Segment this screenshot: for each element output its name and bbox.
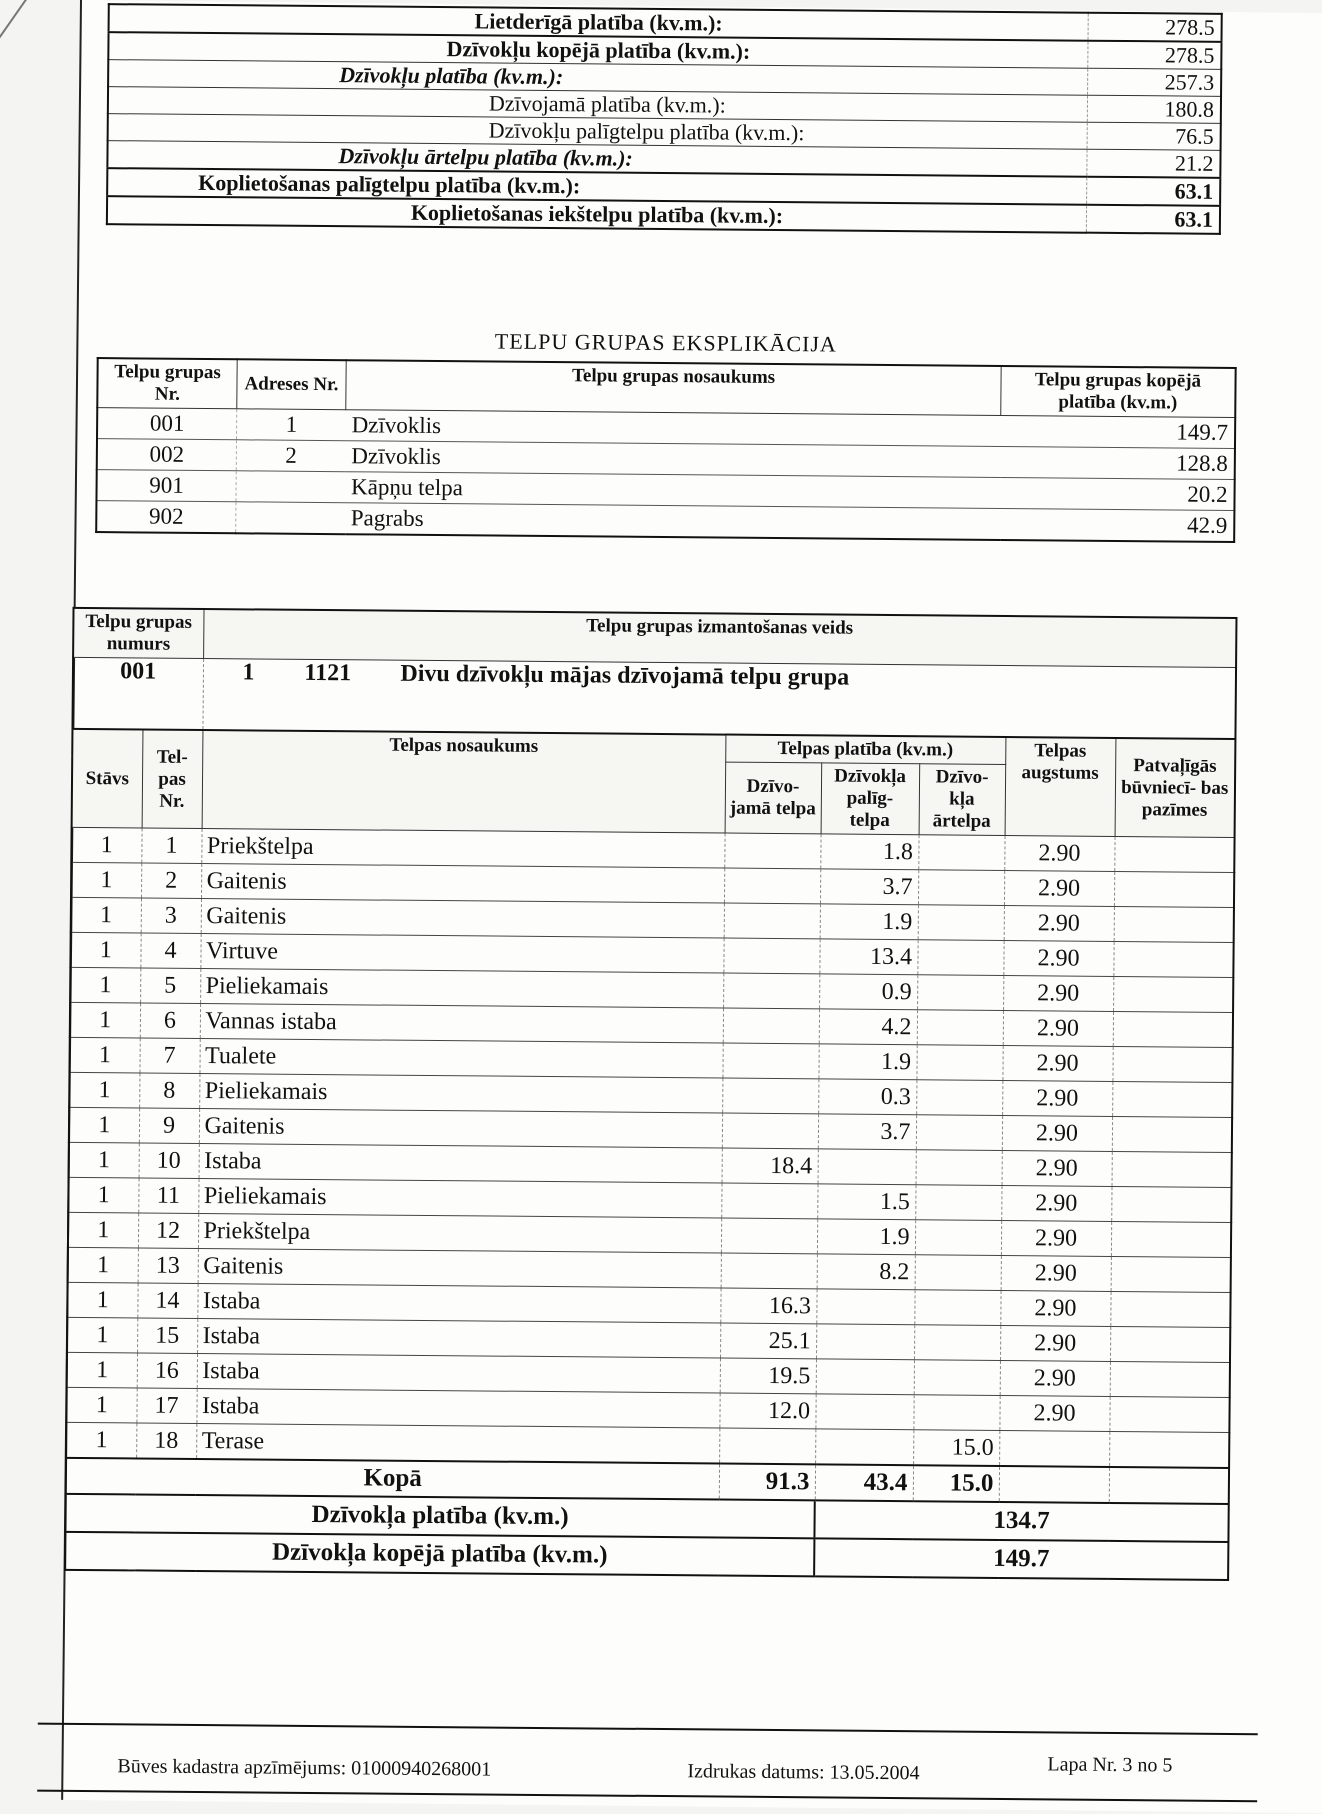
col-header-living: Dzīvo- jamā telpa	[725, 762, 822, 834]
room-outdoor-area	[914, 1290, 1000, 1326]
room-living-area	[721, 1253, 817, 1289]
room-name: Istaba	[199, 1143, 722, 1183]
room-name: Pieliekamais	[198, 1178, 721, 1218]
room-living-area	[724, 868, 820, 904]
usage-type-label: Telpu grupas izmantošanas veids	[586, 615, 854, 639]
room-name: Priekštelpa	[201, 828, 724, 868]
room-living-area: 16.3	[720, 1288, 816, 1324]
room-height: 2.90	[1001, 1255, 1111, 1291]
totals-label: Kopā	[66, 1458, 719, 1500]
room-auxiliary-area: 8.2	[817, 1254, 915, 1290]
group-number-value: 001	[72, 657, 203, 730]
room-height: 2.90	[1001, 1185, 1111, 1221]
col-header-area-group: Telpas platība (kv.m.)	[725, 735, 1005, 765]
room-living-area	[723, 973, 819, 1009]
room-height	[999, 1430, 1109, 1466]
cadastre-designation: Būves kadastra apzīmējums: 01000940268001	[117, 1755, 492, 1781]
room-outdoor-area	[916, 1150, 1002, 1186]
room-height: 2.90	[1002, 1045, 1112, 1081]
room-auxiliary-area: 1.9	[820, 904, 918, 940]
room-living-area	[724, 903, 820, 939]
room-auxiliary-area	[818, 1149, 916, 1185]
address-nr	[236, 471, 345, 503]
room-name: Gaitenis	[201, 863, 724, 903]
room-height: 2.90	[1002, 1115, 1112, 1151]
summary-value: 278.5	[1088, 13, 1222, 42]
apartment-area-value: 134.7	[814, 1500, 1228, 1542]
room-auxiliary-area	[816, 1324, 914, 1360]
total-outdoor: 15.0	[913, 1465, 999, 1502]
room-unauthorized	[1113, 976, 1233, 1012]
summary-value: 63.1	[1087, 177, 1221, 206]
room-auxiliary-area	[815, 1429, 913, 1465]
room-unauthorized	[1114, 836, 1234, 872]
room-living-area: 18.4	[722, 1148, 818, 1184]
room-height: 2.90	[1004, 905, 1114, 941]
room-outdoor-area	[917, 975, 1003, 1011]
room-name: Gaitenis	[198, 1248, 721, 1288]
room-height: 2.90	[1003, 975, 1113, 1011]
room-unauthorized	[1114, 871, 1234, 907]
summary-label: Dzīvokļu platība (kv.m.):	[108, 60, 1088, 96]
room-nr: 16	[137, 1353, 197, 1389]
room-nr: 6	[140, 1003, 200, 1039]
room-nr: 2	[141, 863, 201, 899]
room-outdoor-area	[916, 1045, 1002, 1081]
total-empty	[999, 1466, 1109, 1503]
room-height: 2.90	[1000, 1360, 1110, 1396]
room-name: Terase	[196, 1423, 719, 1463]
room-nr: 3	[141, 898, 201, 934]
room-floor: 1	[71, 827, 141, 863]
room-nr: 4	[140, 933, 200, 969]
section-title: TELPU GRUPAS EKSPLIKĀCIJA	[494, 328, 837, 357]
room-nr: 14	[137, 1283, 197, 1319]
room-unauthorized	[1112, 1151, 1232, 1187]
room-name: Pieliekamais	[200, 968, 723, 1008]
room-floor: 1	[70, 932, 140, 968]
room-floor: 1	[69, 1142, 139, 1178]
room-living-area	[719, 1428, 815, 1464]
room-nr: 18	[136, 1423, 196, 1459]
room-nr: 5	[140, 968, 200, 1004]
room-name: Gaitenis	[199, 1108, 722, 1148]
summary-label: Dzīvokļu kopējā platība (kv.m.):	[108, 32, 1088, 68]
col-header-unauthorized: Patvaļīgās būvniecī- bas pazīmes	[1115, 738, 1236, 838]
print-date: Izdrukas datums: 13.05.2004	[687, 1760, 920, 1785]
room-nr: 12	[138, 1213, 198, 1249]
room-height: 2.90	[1004, 870, 1114, 906]
room-outdoor-area: 15.0	[913, 1430, 999, 1466]
room-outdoor-area	[915, 1255, 1001, 1291]
room-living-area	[722, 1113, 818, 1149]
summary-label: Koplietošanas iekštelpu platība (kv.m.):	[107, 196, 1087, 233]
room-auxiliary-area: 1.8	[820, 834, 918, 870]
group-nr: 901	[96, 470, 236, 502]
room-name: Istaba	[197, 1283, 720, 1323]
room-outdoor-area	[915, 1220, 1001, 1256]
room-floor: 1	[67, 1352, 137, 1388]
room-living-area	[723, 938, 819, 974]
room-unauthorized	[1112, 1046, 1232, 1082]
room-auxiliary-area: 0.9	[819, 974, 917, 1010]
room-name: Istaba	[196, 1388, 719, 1428]
room-floor: 1	[66, 1422, 136, 1458]
room-outdoor-area	[913, 1395, 999, 1431]
room-height: 2.90	[1001, 1220, 1111, 1256]
summary-label: Dzīvokļu palīgtelpu platība (kv.m.):	[108, 114, 1088, 150]
room-explication-table	[64, 607, 1237, 1581]
group-nr: 002	[97, 439, 237, 471]
summary-value: 278.5	[1088, 41, 1222, 70]
room-floor: 1	[71, 862, 141, 898]
group-name: Kāpņu telpa	[345, 472, 1000, 509]
page-number: Lapa Nr. 3 no 5	[1047, 1753, 1173, 1777]
room-unauthorized	[1114, 906, 1234, 942]
page-footer	[117, 1753, 1218, 1785]
room-auxiliary-area: 1.9	[818, 1044, 916, 1080]
room-floor: 1	[70, 1002, 140, 1038]
summary-label: Koplietošanas palīgtelpu platība (kv.m.):	[107, 168, 1087, 205]
room-floor: 1	[66, 1387, 136, 1423]
footer-rule-top	[38, 1723, 1258, 1736]
col-header-group-name: Telpu grupas nosaukums	[346, 360, 1001, 415]
room-unauthorized	[1112, 1116, 1232, 1152]
area-summary-table	[106, 3, 1223, 235]
room-name: Gaitenis	[201, 898, 724, 938]
room-nr: 9	[139, 1108, 199, 1144]
group-area: 149.7	[1000, 415, 1235, 448]
address-nr	[236, 502, 345, 534]
room-outdoor-area	[918, 835, 1004, 871]
usage-cell	[202, 658, 1236, 739]
room-auxiliary-area	[815, 1394, 913, 1430]
group-name: Dzīvoklis	[345, 410, 1000, 447]
summary-value: 63.1	[1086, 205, 1220, 234]
col-header-usage-type	[203, 609, 1236, 668]
room-unauthorized	[1111, 1221, 1231, 1257]
room-outdoor-area	[916, 1115, 1002, 1151]
room-floor: 1	[71, 897, 141, 933]
col-header-total-area: Telpu grupas kopējā platība (kv.m.)	[1001, 366, 1236, 418]
room-floor: 1	[68, 1212, 138, 1248]
room-floor: 1	[70, 967, 140, 1003]
apartment-area-label: Dzīvokļa platība (kv.m.)	[65, 1494, 814, 1539]
room-unauthorized	[1110, 1291, 1230, 1327]
room-outdoor-area	[917, 940, 1003, 976]
room-name: Pieliekamais	[199, 1073, 722, 1113]
room-nr: 11	[138, 1178, 198, 1214]
room-unauthorized	[1109, 1396, 1229, 1432]
room-outdoor-area	[916, 1080, 1002, 1116]
group-area: 128.8	[1000, 446, 1235, 479]
room-floor: 1	[68, 1177, 138, 1213]
room-name: Istaba	[197, 1318, 720, 1358]
room-living-area	[721, 1218, 817, 1254]
group-area: 42.9	[1000, 508, 1235, 542]
summary-label: Dzīvojamā platība (kv.m.):	[108, 87, 1088, 123]
room-nr: 17	[136, 1388, 196, 1424]
group-name: Dzīvoklis	[345, 441, 1000, 478]
summary-label: Lietderīgā platība (kv.m.):	[109, 4, 1089, 41]
total-auxiliary: 43.4	[815, 1464, 913, 1501]
summary-value: 257.3	[1088, 68, 1222, 96]
group-area: 20.2	[1000, 477, 1235, 510]
summary-value: 76.5	[1087, 122, 1221, 150]
group-explication-table	[95, 357, 1236, 543]
room-unauthorized	[1110, 1326, 1230, 1362]
group-name: Pagrabs	[345, 503, 1000, 540]
room-auxiliary-area: 1.9	[817, 1219, 915, 1255]
group-nr: 001	[97, 408, 237, 440]
address-number-value: 1	[242, 659, 255, 686]
col-header-auxiliary: Dzīvokļa palīg- telpa	[821, 763, 920, 835]
room-unauthorized	[1110, 1361, 1230, 1397]
room-auxiliary-area	[816, 1289, 914, 1325]
room-nr: 15	[137, 1318, 197, 1354]
room-outdoor-area	[918, 905, 1004, 941]
room-unauthorized	[1113, 1011, 1233, 1047]
total-empty	[1109, 1467, 1229, 1504]
room-unauthorized	[1111, 1186, 1231, 1222]
room-height: 2.90	[1002, 1080, 1112, 1116]
room-living-area: 19.5	[720, 1358, 816, 1394]
room-living-area	[722, 1043, 818, 1079]
room-name: Virtuve	[200, 933, 723, 973]
room-outdoor-area	[914, 1360, 1000, 1396]
room-auxiliary-area: 1.5	[817, 1184, 915, 1220]
room-height: 2.90	[1000, 1290, 1110, 1326]
room-living-area: 12.0	[719, 1393, 815, 1429]
room-auxiliary-area: 4.2	[819, 1009, 917, 1045]
room-name: Tualete	[199, 1038, 722, 1078]
room-living-area	[722, 1078, 818, 1114]
room-auxiliary-area: 3.7	[820, 869, 918, 905]
room-auxiliary-area: 0.3	[818, 1079, 916, 1115]
room-height: 2.90	[1003, 940, 1113, 976]
col-header-group-nr: Telpu grupas Nr.	[97, 358, 237, 409]
room-height: 2.90	[1000, 1325, 1110, 1361]
col-header-address-nr: Adreses Nr.	[237, 359, 346, 409]
room-floor: 1	[67, 1317, 137, 1353]
room-living-area	[723, 1008, 819, 1044]
room-auxiliary-area	[816, 1359, 914, 1395]
room-nr: 1	[141, 828, 201, 864]
room-name: Priekštelpa	[198, 1213, 721, 1253]
room-living-area	[724, 833, 820, 869]
group-info-row	[72, 657, 1236, 739]
room-floor: 1	[69, 1037, 139, 1073]
room-nr: 8	[139, 1073, 199, 1109]
apartment-total-area-label: Dzīvokļa kopējā platība (kv.m.)	[65, 1532, 814, 1577]
room-floor: 1	[69, 1072, 139, 1108]
room-height: 2.90	[1002, 1150, 1112, 1186]
address-nr: 2	[236, 440, 345, 472]
room-auxiliary-area: 3.7	[818, 1114, 916, 1150]
col-header-room-name: Telpas nosaukums	[202, 730, 726, 833]
total-living: 91.3	[719, 1464, 815, 1501]
room-name: Istaba	[197, 1353, 720, 1393]
room-height: 2.90	[1004, 835, 1114, 871]
usage-text: Divu dzīvokļu mājas dzīvojamā telpu grupa	[400, 660, 850, 691]
col-header-group-number: Telpu grupas numurs	[73, 608, 203, 659]
col-header-room-nr: Tel- pas Nr.	[142, 729, 203, 828]
room-outdoor-area	[917, 1010, 1003, 1046]
room-auxiliary-area: 13.4	[819, 939, 917, 975]
group-nr: 902	[96, 501, 236, 534]
room-unauthorized	[1112, 1081, 1232, 1117]
address-nr: 1	[236, 409, 345, 441]
room-outdoor-area	[915, 1185, 1001, 1221]
room-living-area	[721, 1183, 817, 1219]
room-nr: 7	[139, 1038, 199, 1074]
col-header-floor: Stāvs	[72, 729, 143, 828]
room-floor: 1	[67, 1282, 137, 1318]
room-outdoor-area	[914, 1325, 1000, 1361]
room-outdoor-area	[918, 870, 1004, 906]
room-floor: 1	[68, 1247, 138, 1283]
room-unauthorized	[1109, 1431, 1229, 1468]
room-unauthorized	[1111, 1256, 1231, 1292]
col-header-outdoor: Dzīvo- kļa ārtelpa	[919, 764, 1006, 836]
apartment-total-area-value: 149.7	[814, 1538, 1228, 1580]
usage-code: 1121	[304, 659, 352, 687]
room-height: 2.90	[999, 1395, 1109, 1431]
room-unauthorized	[1113, 941, 1233, 977]
room-nr: 10	[139, 1143, 199, 1179]
summary-value: 21.2	[1087, 149, 1221, 178]
room-nr: 13	[138, 1248, 198, 1284]
summary-value: 180.8	[1087, 95, 1221, 123]
room-name: Vannas istaba	[200, 1003, 723, 1043]
summary-label: Dzīvokļu ārtelpu platība (kv.m.):	[107, 141, 1087, 177]
room-floor: 1	[69, 1107, 139, 1143]
col-header-height: Telpas augstums	[1005, 737, 1116, 836]
room-height: 2.90	[1003, 1010, 1113, 1046]
room-living-area: 25.1	[720, 1323, 816, 1359]
